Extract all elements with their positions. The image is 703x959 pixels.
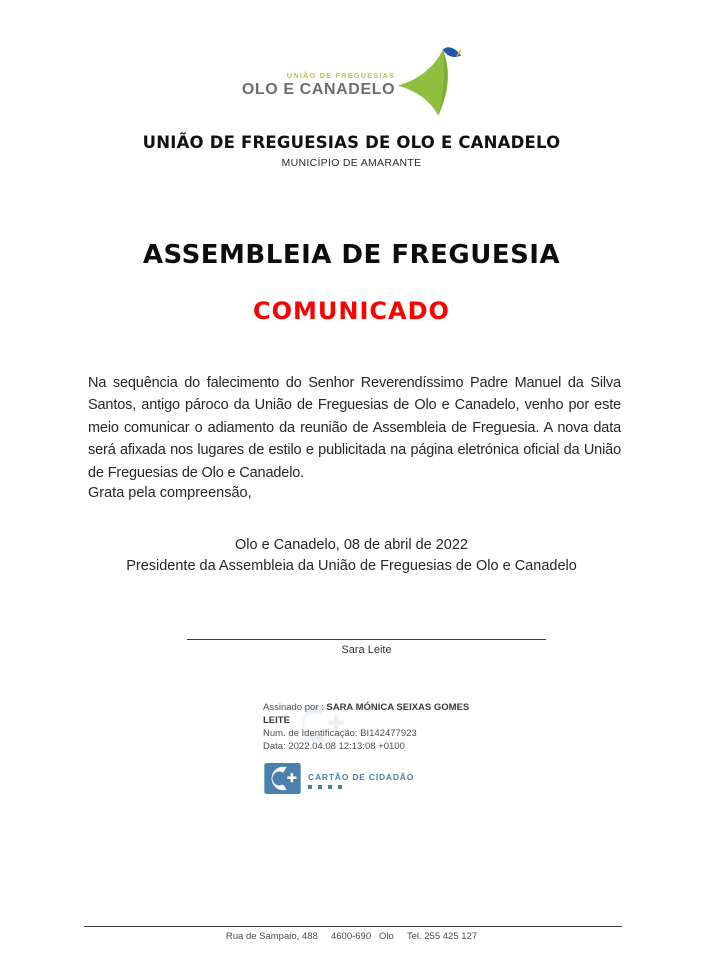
signed-by-name: SARA MÓNICA SEIXAS GOMES LEITE bbox=[263, 702, 470, 726]
cc-logo-label: CARTÃO DE CIDADÃO bbox=[308, 772, 415, 782]
cc-logo-text-block bbox=[308, 763, 414, 789]
place-date-line: Olo e Canadelo, 08 de abril de 2022 bbox=[235, 537, 468, 553]
id-number-line: Num. de Identificação: BI142477923 bbox=[263, 728, 417, 739]
footer-address: Rua de Sampaio, 488 4600-690 Olo Tel. 255 425 127 bbox=[225, 931, 478, 942]
org-logo bbox=[0, 44, 703, 118]
cc-card-icon bbox=[264, 763, 301, 794]
doc-heading: ASSEMBLEIA DE FREGUESIA bbox=[142, 240, 561, 270]
body-paragraph: Na sequência do falecimento do Senhor Reverendíssimo Padre Manuel da Silva Santos, antigo pároco da União de Freguesias de Olo e Canadelo, venho por este meio comunicar o adiamento da reunião de Assembleia de Freguesia. A nova data será afixada nos lugares de estilo e publicitada na página eletrónica oficial da União de Freguesias de Olo e Canadelo. bbox=[88, 375, 621, 481]
cartao-cidadao-logo bbox=[264, 763, 414, 794]
signature-line bbox=[187, 639, 546, 640]
signature-watermark-icon bbox=[291, 695, 349, 753]
signature-date-line: Data: 2022.04.08 12:13:08 +0100 bbox=[263, 741, 405, 752]
doc-subheading: COMUNICADO bbox=[253, 297, 450, 325]
signed-by-label: Assinado por : bbox=[263, 702, 327, 713]
cc-dots-icon bbox=[308, 785, 414, 789]
digital-signature-block bbox=[263, 701, 471, 753]
logo-name-label: OLO E CANADELO bbox=[241, 81, 396, 98]
footer-divider bbox=[84, 926, 622, 927]
signatory-name: Sara Leite bbox=[341, 644, 392, 656]
closing-line: Grata pela compreensão, bbox=[88, 485, 252, 501]
org-logo-text bbox=[242, 44, 395, 99]
org-subtitle: MUNICÍPIO DE AMARANTE bbox=[281, 157, 422, 169]
leaf-swoosh-icon bbox=[397, 44, 461, 118]
logo-small-label: UNIÃO DE FREGUESIAS bbox=[286, 71, 396, 80]
org-title: UNIÃO DE FREGUESIAS DE OLO E CANADELO bbox=[142, 133, 561, 152]
signatory-title-line: Presidente da Assembleia da União de Freguesias de Olo e Canadelo bbox=[126, 558, 577, 574]
